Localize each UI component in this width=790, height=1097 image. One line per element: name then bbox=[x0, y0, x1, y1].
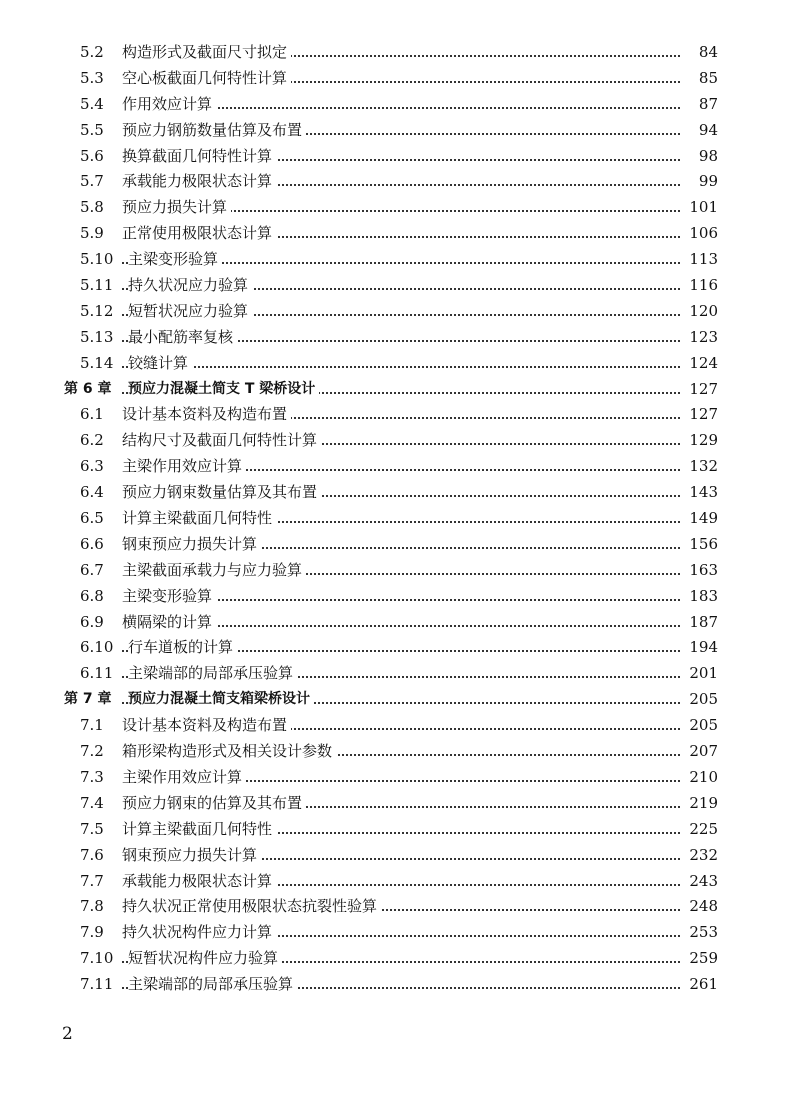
toc-entry-title: 短暂状况应力验算 bbox=[128, 299, 252, 325]
toc-entry-title: 承载能力极限状态计算 bbox=[122, 169, 276, 195]
toc-entry-title: 空心板截面几何特性计算 bbox=[122, 66, 291, 92]
toc-entry-number: 7.8 bbox=[80, 897, 104, 916]
toc-section-entry[interactable] bbox=[0, 402, 790, 428]
toc-entry-title: 短暂状况构件应力验算 bbox=[128, 946, 282, 972]
toc-entry-number: 6.3 bbox=[80, 457, 104, 476]
toc-entry-page: 219 bbox=[685, 791, 718, 817]
toc-section-entry[interactable] bbox=[0, 195, 790, 221]
toc-entry-number: 5.5 bbox=[80, 120, 104, 139]
toc-entry-number: 7.4 bbox=[80, 793, 104, 812]
toc-entry-title: 最小配筋率复核 bbox=[128, 325, 237, 351]
toc-entry-page: 94 bbox=[695, 118, 718, 144]
toc-entry-title: 持久状况正常使用极限状态抗裂性验算 bbox=[122, 894, 381, 920]
toc-entry-number: 6.9 bbox=[80, 612, 104, 631]
toc-entry-page: 205 bbox=[685, 713, 718, 739]
toc-entry-page: 123 bbox=[685, 325, 718, 351]
toc-entry-title: 预应力钢束数量估算及其布置 bbox=[122, 480, 321, 506]
toc-entry-number: 7.3 bbox=[80, 767, 104, 786]
toc-section-entry[interactable] bbox=[0, 92, 790, 118]
toc-entry-title: 结构尺寸及截面几何特性计算 bbox=[122, 428, 321, 454]
toc-entry-title: 预应力混凝土简支 T 梁桥设计 bbox=[128, 377, 319, 403]
toc-section-entry[interactable] bbox=[0, 635, 790, 661]
toc-entry-number: 5.7 bbox=[80, 172, 104, 191]
toc-section-entry[interactable] bbox=[0, 325, 790, 351]
toc-entry-number: 6.8 bbox=[80, 586, 104, 605]
toc-entry-title: 横隔梁的计算 bbox=[122, 610, 216, 636]
toc-entry-page: 253 bbox=[685, 920, 718, 946]
toc-entry-number: 5.11 bbox=[80, 276, 114, 295]
toc-entry-number: 5.9 bbox=[80, 224, 104, 243]
toc-section-entry[interactable] bbox=[0, 144, 790, 170]
toc-entry-title: 预应力钢束的估算及其布置 bbox=[122, 791, 306, 817]
toc-entry-title: 铰缝计算 bbox=[128, 351, 192, 377]
toc-entry-title: 主梁作用效应计算 bbox=[122, 454, 246, 480]
toc-section-entry[interactable] bbox=[0, 299, 790, 325]
toc-entry-number: 7.10 bbox=[80, 949, 114, 968]
toc-entry-page: 210 bbox=[685, 765, 718, 791]
toc-section-entry[interactable] bbox=[0, 946, 790, 972]
toc-section-entry[interactable] bbox=[0, 454, 790, 480]
toc-entry-number: 7.11 bbox=[80, 975, 114, 994]
toc-section-entry[interactable] bbox=[0, 894, 790, 920]
toc-entry-title: 钢束预应力损失计算 bbox=[122, 843, 261, 869]
table-of-contents bbox=[0, 40, 790, 998]
toc-section-entry[interactable] bbox=[0, 221, 790, 247]
toc-entry-number: 6.2 bbox=[80, 431, 104, 450]
toc-entry-page: 232 bbox=[685, 843, 718, 869]
toc-entry-number: 6.7 bbox=[80, 560, 104, 579]
toc-section-entry[interactable] bbox=[0, 661, 790, 687]
toc-entry-page: 201 bbox=[685, 661, 718, 687]
toc-entry-title: 箱形梁构造形式及相关设计参数 bbox=[122, 739, 336, 765]
toc-entry-page: 205 bbox=[685, 687, 718, 713]
toc-entry-title: 正常使用极限状态计算 bbox=[122, 221, 276, 247]
toc-entry-title: 换算截面几何特性计算 bbox=[122, 144, 276, 170]
toc-section-entry[interactable] bbox=[0, 972, 790, 998]
toc-entry-title: 持久状况应力验算 bbox=[128, 273, 252, 299]
toc-section-entry[interactable] bbox=[0, 765, 790, 791]
toc-entry-number: 6.6 bbox=[80, 534, 104, 553]
toc-entry-page: 120 bbox=[685, 299, 718, 325]
toc-entry-title: 计算主梁截面几何特性 bbox=[122, 817, 276, 843]
toc-entry-title: 主梁端部的局部承压验算 bbox=[128, 972, 297, 998]
toc-entry-title: 设计基本资料及构造布置 bbox=[122, 402, 291, 428]
toc-entry-title: 构造形式及截面尺寸拟定 bbox=[122, 40, 291, 66]
toc-section-entry[interactable] bbox=[0, 713, 790, 739]
toc-section-entry[interactable] bbox=[0, 118, 790, 144]
toc-entry-number: 7.1 bbox=[80, 716, 104, 735]
toc-section-entry[interactable] bbox=[0, 273, 790, 299]
toc-section-entry[interactable] bbox=[0, 558, 790, 584]
toc-entry-page: 84 bbox=[695, 40, 718, 66]
toc-section-entry[interactable] bbox=[0, 843, 790, 869]
toc-section-entry[interactable] bbox=[0, 920, 790, 946]
toc-section-entry[interactable] bbox=[0, 351, 790, 377]
toc-chapter-entry[interactable] bbox=[0, 687, 790, 713]
toc-entry-number: 第 6 章 bbox=[64, 380, 112, 397]
toc-section-entry[interactable] bbox=[0, 40, 790, 66]
toc-entry-number: 6.10 bbox=[80, 638, 114, 657]
toc-entry-page: 124 bbox=[685, 351, 718, 377]
toc-entry-page: 85 bbox=[695, 66, 718, 92]
toc-entry-number: 5.6 bbox=[80, 146, 104, 165]
toc-entry-number: 7.9 bbox=[80, 923, 104, 942]
toc-entry-page: 101 bbox=[685, 195, 718, 221]
toc-section-entry[interactable] bbox=[0, 247, 790, 273]
toc-entry-title: 设计基本资料及构造布置 bbox=[122, 713, 291, 739]
toc-chapter-entry[interactable] bbox=[0, 377, 790, 403]
toc-section-entry[interactable] bbox=[0, 869, 790, 895]
toc-entry-number: 5.3 bbox=[80, 68, 104, 87]
toc-entry-page: 183 bbox=[685, 584, 718, 610]
toc-entry-page: 87 bbox=[695, 92, 718, 118]
toc-section-entry[interactable] bbox=[0, 428, 790, 454]
toc-entry-title: 承载能力极限状态计算 bbox=[122, 869, 276, 895]
toc-entry-title: 钢束预应力损失计算 bbox=[122, 532, 261, 558]
toc-entry-number: 5.13 bbox=[80, 327, 114, 346]
toc-entry-title: 主梁截面承载力与应力验算 bbox=[122, 558, 306, 584]
toc-entry-title: 预应力钢筋数量估算及布置 bbox=[122, 118, 306, 144]
toc-entry-number: 7.5 bbox=[80, 819, 104, 838]
toc-section-entry[interactable] bbox=[0, 817, 790, 843]
toc-entry-page: 248 bbox=[685, 894, 718, 920]
toc-entry-page: 116 bbox=[685, 273, 718, 299]
toc-entry-page: 261 bbox=[685, 972, 718, 998]
toc-entry-page: 194 bbox=[685, 635, 718, 661]
toc-entry-number: 6.11 bbox=[80, 664, 114, 683]
toc-entry-page: 243 bbox=[685, 869, 718, 895]
toc-entry-number: 第 7 章 bbox=[64, 691, 112, 708]
toc-entry-page: 113 bbox=[685, 247, 718, 273]
toc-entry-number: 6.1 bbox=[80, 405, 104, 424]
toc-entry-page: 149 bbox=[685, 506, 718, 532]
toc-entry-number: 5.2 bbox=[80, 43, 104, 61]
toc-entry-number: 7.7 bbox=[80, 871, 104, 890]
page-number: 2 bbox=[62, 1024, 73, 1044]
toc-entry-page: 127 bbox=[685, 402, 718, 428]
toc-entry-number: 6.4 bbox=[80, 483, 104, 502]
toc-entry-page: 225 bbox=[685, 817, 718, 843]
toc-section-entry[interactable] bbox=[0, 169, 790, 195]
toc-entry-number: 5.10 bbox=[80, 250, 114, 269]
toc-entry-page: 207 bbox=[685, 739, 718, 765]
toc-entry-title: 持久状况构件应力计算 bbox=[122, 920, 276, 946]
toc-entry-title: 主梁作用效应计算 bbox=[122, 765, 246, 791]
toc-entry-number: 7.6 bbox=[80, 845, 104, 864]
toc-entry-page: 98 bbox=[695, 144, 718, 170]
toc-entry-page: 132 bbox=[685, 454, 718, 480]
toc-section-entry[interactable] bbox=[0, 610, 790, 636]
toc-entry-page: 187 bbox=[685, 610, 718, 636]
toc-section-entry[interactable] bbox=[0, 584, 790, 610]
toc-entry-title: 作用效应计算 bbox=[122, 92, 216, 118]
toc-entry-page: 129 bbox=[685, 428, 718, 454]
toc-entry-number: 7.2 bbox=[80, 742, 104, 761]
toc-entry-page: 259 bbox=[685, 946, 718, 972]
toc-section-entry[interactable] bbox=[0, 532, 790, 558]
toc-entry-title: 主梁变形验算 bbox=[128, 247, 222, 273]
toc-entry-title: 主梁端部的局部承压验算 bbox=[128, 661, 297, 687]
toc-entry-page: 163 bbox=[685, 558, 718, 584]
toc-entry-page: 127 bbox=[685, 377, 718, 403]
toc-entry-page: 99 bbox=[695, 169, 718, 195]
toc-entry-number: 5.8 bbox=[80, 198, 104, 217]
toc-section-entry[interactable] bbox=[0, 791, 790, 817]
dot-leader bbox=[122, 366, 680, 368]
toc-section-entry[interactable] bbox=[0, 506, 790, 532]
toc-entry-number: 5.14 bbox=[80, 353, 114, 372]
toc-entry-number: 5.4 bbox=[80, 94, 104, 113]
toc-entry-page: 156 bbox=[685, 532, 718, 558]
toc-entry-title: 主梁变形验算 bbox=[122, 584, 216, 610]
toc-entry-page: 106 bbox=[685, 221, 718, 247]
toc-entry-title: 预应力混凝土简支箱梁桥设计 bbox=[128, 687, 314, 713]
toc-entry-title: 行车道板的计算 bbox=[128, 635, 237, 661]
toc-section-entry[interactable] bbox=[0, 66, 790, 92]
toc-entry-title: 预应力损失计算 bbox=[122, 195, 231, 221]
toc-entry-number: 5.12 bbox=[80, 301, 114, 320]
toc-section-entry[interactable] bbox=[0, 480, 790, 506]
toc-entry-number: 6.5 bbox=[80, 509, 104, 528]
toc-entry-page: 143 bbox=[685, 480, 718, 506]
toc-entry-title: 计算主梁截面几何特性 bbox=[122, 506, 276, 532]
toc-section-entry[interactable] bbox=[0, 739, 790, 765]
